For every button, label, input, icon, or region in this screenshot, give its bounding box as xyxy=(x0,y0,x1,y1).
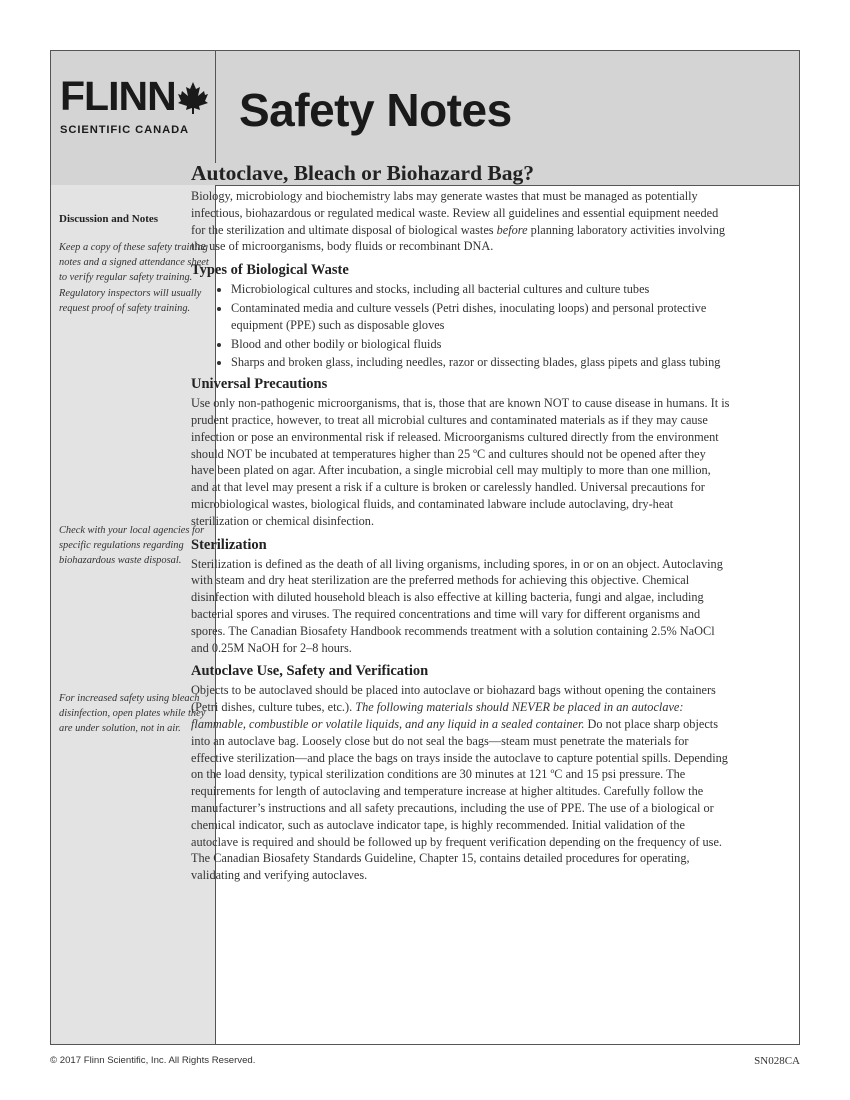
logo xyxy=(51,51,216,163)
sterilization-paragraph: Sterilization is defined as the death of all living organisms, including spores, in or on an object. Autoclaving with steam and dry heat sterilization are the preferred methods for achieving this objective. Chemical disinfection with diluted household bleach is also effective at killing bacteria, fungi and algae, including bacterial spores and viruses. The required concentrations and time will vary for different organisms and spores. The Canadian Biosafety Handbook recommends treatment with a solution containing 2.5% NaOCl and 0.25M NaOH for 2–8 hours. xyxy=(191,556,723,655)
intro-paragraph: Biology, microbiology and biochemistry labs may generate wastes that must be managed as potentially infectious, biohazardous or regulated medical waste. Review all guidelines and essential equipment needed for the sterilization and ultimate disposal of biological wastes before planning laboratory activities involving the use of microorganisms, body fluids or recombinant DNA. xyxy=(191,189,726,254)
header-banner xyxy=(51,51,799,164)
list-item: • Sharps and broken glass, including needles, razor or dissecting blades, glass pipets and glass tubing xyxy=(231,354,731,371)
list-item: • Microbiological cultures and stocks, including all bacterial cultures and culture tubes xyxy=(231,281,731,298)
section-heading-universal: Universal Precautions xyxy=(191,376,328,393)
copyright: © 2017 Flinn Scientific, Inc. All Rights Reserved. xyxy=(50,1055,256,1066)
section-heading-sterilization: Sterilization xyxy=(191,536,267,553)
list-item: • Blood and other bodily or biological fluids xyxy=(231,336,731,353)
sidebar-note: Check with your local agencies for specific regulations regarding biohazardous waste disposal. xyxy=(59,525,205,567)
sidebar-heading: Discussion and Notes xyxy=(59,213,159,225)
list-item: • Contaminated media and culture vessels (Petri dishes, inoculating loops) and personal protective equipment (PPE) such as disposable gloves xyxy=(231,300,731,334)
universal-paragraph: Use only non-pathogenic microorganisms, that is, those that are known NOT to cause disease in humans. It is prudent practice, however, to treat all microbial cultures and contaminated materials as if they may cause infection or pose an environmental risk if released. Microorganisms cultured directly from the environment should NOT be incubated at temperatures higher than 25 ºC and cultures should not be opened after they have been plated on agar. After incubation, a single microbial cell may multiply to more than one million, and at that level may present a risk if a culture is broken or carelessly handled. Universal precautions for microbiological wastes, biological fluids, and contaminated labware include autoclaving, dry-heat sterilization or chemical disinfection. xyxy=(191,396,730,528)
logo-subtitle: SCIENTIFIC CANADA xyxy=(60,124,190,136)
waste-types-list xyxy=(191,281,731,371)
autoclave-paragraph: Objects to be autoclaved should be placed into autoclave or biohazard bags without opening the containers (Petri dishes, culture tubes, etc.). The following materials should NEVER be placed in an autoclave: flammable, combustible or volatile liquids, and any liquid in a sealed container. Do not place sharp objects into an autoclave bag. Loosely close but do not seal the bags—steam must penetrate the materials for effective sterilization—and place the bags on trays inside the autoclave to capture potential spills. Depending on the load density, typical sterilization conditions are 30 minutes at 121 ºC and 15 psi pressure. The requirements for length of autoclaving and temperature increase at higher altitudes. Carefully follow the manufacturer’s instructions and all safety precautions, including the use of PPE. The use of a biological or chemical indicator, such as autoclave indicator tape, is highly recommended. Initial validation of the autoclave is required and should be followed up by frequent verification depending on the frequency of use. The Canadian Biosafety Standards Guideline, Chapter 15, contains detailed procedures for operating, validating and verifying autoclaves. xyxy=(191,683,728,883)
article xyxy=(191,160,731,884)
section-heading-types: Types of Biological Waste xyxy=(191,262,349,279)
article-title: Autoclave, Bleach or Biohazard Bag? xyxy=(191,161,534,185)
page-title: Safety Notes xyxy=(239,84,512,136)
maple-leaf-icon xyxy=(177,81,209,115)
sidebar-note: Keep a copy of these safety training notes and a signed attendance sheet to verify regular safety training. Regulatory inspectors will usually request proof of safety training. xyxy=(59,242,209,314)
section-heading-autoclave: Autoclave Use, Safety and Verification xyxy=(191,663,429,680)
logo-wordmark: FLINN xyxy=(60,73,176,119)
sidebar-note: For increased safety using bleach disinfection, open plates while they are under solution, not in air. xyxy=(59,693,206,735)
document-code: SN028CA xyxy=(754,1055,800,1067)
